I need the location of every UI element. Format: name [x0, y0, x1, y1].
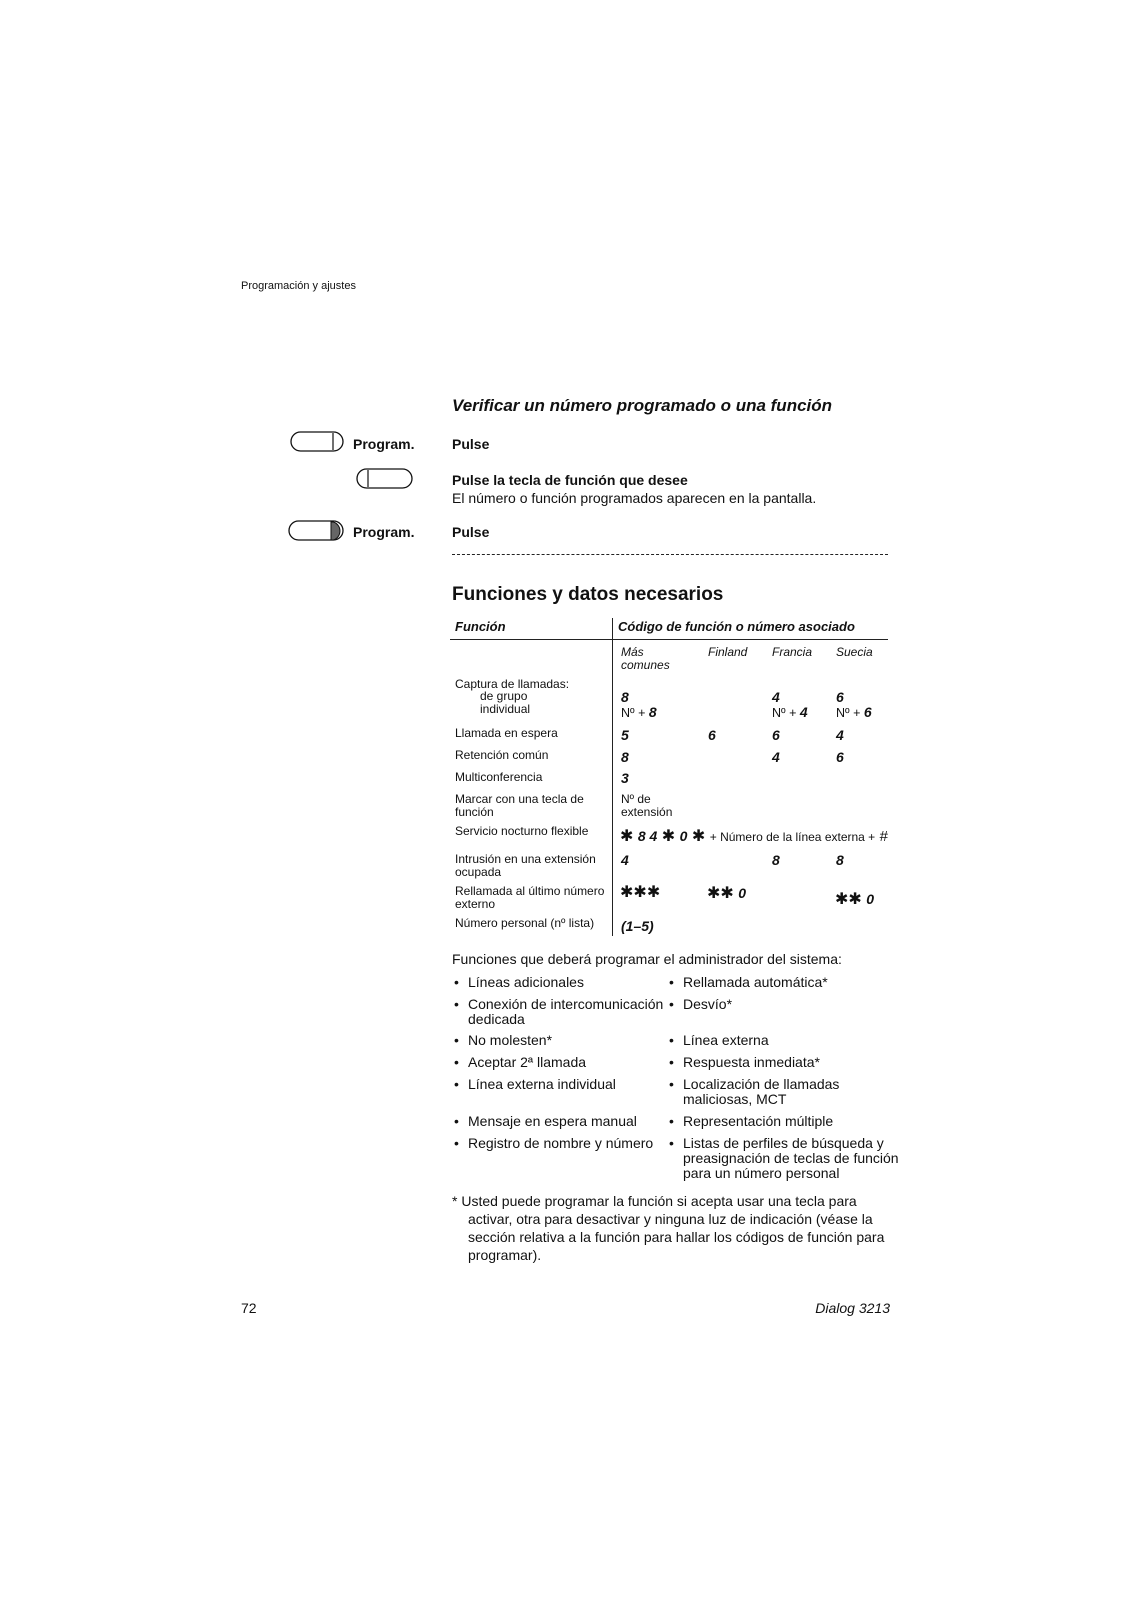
row-pickup-label: Captura de llamadas: — [455, 677, 570, 691]
admin-left-item: • No molesten* — [454, 1033, 673, 1048]
program-key-label: Program. — [353, 436, 415, 452]
pickup-common-individual: Nº + 8 — [621, 704, 657, 720]
verify-section-title: Verificar un número programado o una función — [452, 396, 833, 415]
table-column-rule — [612, 618, 613, 936]
page-number: 72 — [241, 1300, 257, 1316]
admin-right-item: • Listas de perfiles de búsqueda y preasignación de teclas de función para un número personal — [669, 1136, 905, 1181]
waiting-common: 5 — [621, 727, 629, 743]
step-2-detail: El número o función programados aparecen en la pantalla. — [452, 490, 817, 506]
admin-left-item: • Líneas adicionales — [454, 975, 673, 990]
star-key-icon: ✱ — [620, 884, 634, 901]
pickup-sweden-individual: Nº + 6 — [836, 704, 872, 720]
admin-left-item: • Mensaje en espera manual — [454, 1114, 673, 1129]
functions-title: Funciones y datos necesarios — [452, 584, 724, 605]
running-header: Programación y ajustes — [241, 280, 356, 292]
intrusion-france: 8 — [772, 852, 780, 868]
col-code-header: Código de función o número asociado — [618, 619, 855, 634]
row-pickup-group: de grupo — [480, 689, 528, 703]
row-pickup-individual: individual — [480, 702, 531, 716]
program-key-icon — [290, 431, 346, 453]
product-name: Dialog 3213 — [815, 1300, 890, 1316]
step-3-action: Pulse — [452, 524, 490, 540]
admin-right-item: • Respuesta inmediata* — [669, 1055, 905, 1070]
dial-key-common: Nº de extensión — [621, 792, 673, 819]
star-key-icon: ✱ — [620, 828, 634, 845]
admin-intro: Funciones que deberá programar el administrador del sistema: — [452, 951, 842, 967]
admin-left-item: • Línea externa individual — [454, 1077, 673, 1092]
step-2-action: Pulse la tecla de función que desee — [452, 472, 688, 488]
row-hold-label: Retención común — [455, 748, 549, 762]
section-divider — [452, 554, 888, 555]
admin-right-item: • Línea externa — [669, 1033, 905, 1048]
admin-right-item: • Representación múltiple — [669, 1114, 905, 1129]
row-conference-label: Multiconferencia — [455, 770, 543, 784]
personal-common: (1–5) — [621, 918, 654, 934]
redial-common — [620, 882, 660, 902]
sub-sweden: Suecia — [836, 645, 873, 659]
pickup-france-individual: Nº + 4 — [772, 704, 808, 720]
table-header-rule — [450, 639, 888, 640]
sub-france: Francia — [772, 645, 813, 659]
star-key-icon: ✱ — [691, 828, 706, 845]
admin-right-item: • Rellamada automática* — [669, 975, 905, 990]
row-redial-label: Rellamada al último número externo — [455, 884, 605, 911]
hold-france: 4 — [772, 749, 780, 765]
admin-left-item: • Conexión de intercomunicación dedicada — [454, 997, 673, 1027]
row-dial-key-label: Marcar con una tecla de función — [455, 792, 584, 819]
admin-left-item: • Registro de nombre y número — [454, 1136, 683, 1151]
star-key-icon: ✱ — [848, 891, 862, 908]
redial-sweden: ✱✱ 0 — [835, 891, 875, 908]
row-waiting-label: Llamada en espera — [455, 726, 558, 740]
program-key-label: Program. — [353, 524, 415, 540]
waiting-sweden: 4 — [836, 727, 844, 743]
conference-common: 3 — [621, 770, 629, 786]
intrusion-common: 4 — [621, 852, 629, 868]
admin-right-item: • Desvío* — [669, 997, 905, 1012]
admin-left-item: • Aceptar 2ª llamada — [454, 1055, 673, 1070]
redial-finland: ✱✱ 0 — [707, 885, 747, 902]
pickup-france-group: 4 — [772, 689, 780, 705]
star-key-icon: ✱ — [835, 891, 849, 908]
waiting-france: 6 — [772, 727, 780, 743]
program-key-lit-icon — [288, 520, 346, 542]
sub-common: Más comunes — [621, 645, 670, 672]
pickup-common-group: 8 — [621, 689, 629, 705]
footnote: * Usted puede programar la función si acepta usar una tecla para activar, otra para desactivar y ninguna luz de indicación (véase la sección relativa a la función para hallar los códigos de función para programar). — [452, 1193, 885, 1263]
star-key-icon: ✱ — [720, 885, 734, 902]
function-key-icon — [356, 468, 414, 490]
row-personal-label: Número personal (nº lista) — [455, 916, 595, 930]
sub-finland: Finland — [708, 645, 748, 659]
step-1-action: Pulse — [452, 436, 490, 452]
star-key-icon: ✱ — [661, 828, 676, 845]
night-code: ✱ 8 4 ✱ 0 ✱ + Número de la línea externa + # — [620, 828, 888, 845]
row-intrusion-label: Intrusión en una extensión ocupada — [455, 852, 596, 879]
col-function-header: Función — [455, 619, 506, 634]
pickup-sweden-group: 6 — [836, 689, 844, 705]
waiting-finland: 6 — [708, 727, 716, 743]
row-night-label: Servicio nocturno flexible — [455, 824, 589, 838]
hash-key-icon: # — [879, 828, 888, 845]
admin-right-item: • Localización de llamadas maliciosas, MCT — [669, 1077, 868, 1107]
intrusion-sweden: 8 — [836, 852, 844, 868]
star-key-icon: ✱ — [633, 884, 647, 901]
star-key-icon: ✱ — [707, 885, 721, 902]
hold-common: 8 — [621, 749, 629, 765]
star-key-icon: ✱ — [646, 884, 661, 901]
hold-sweden: 6 — [836, 749, 844, 765]
